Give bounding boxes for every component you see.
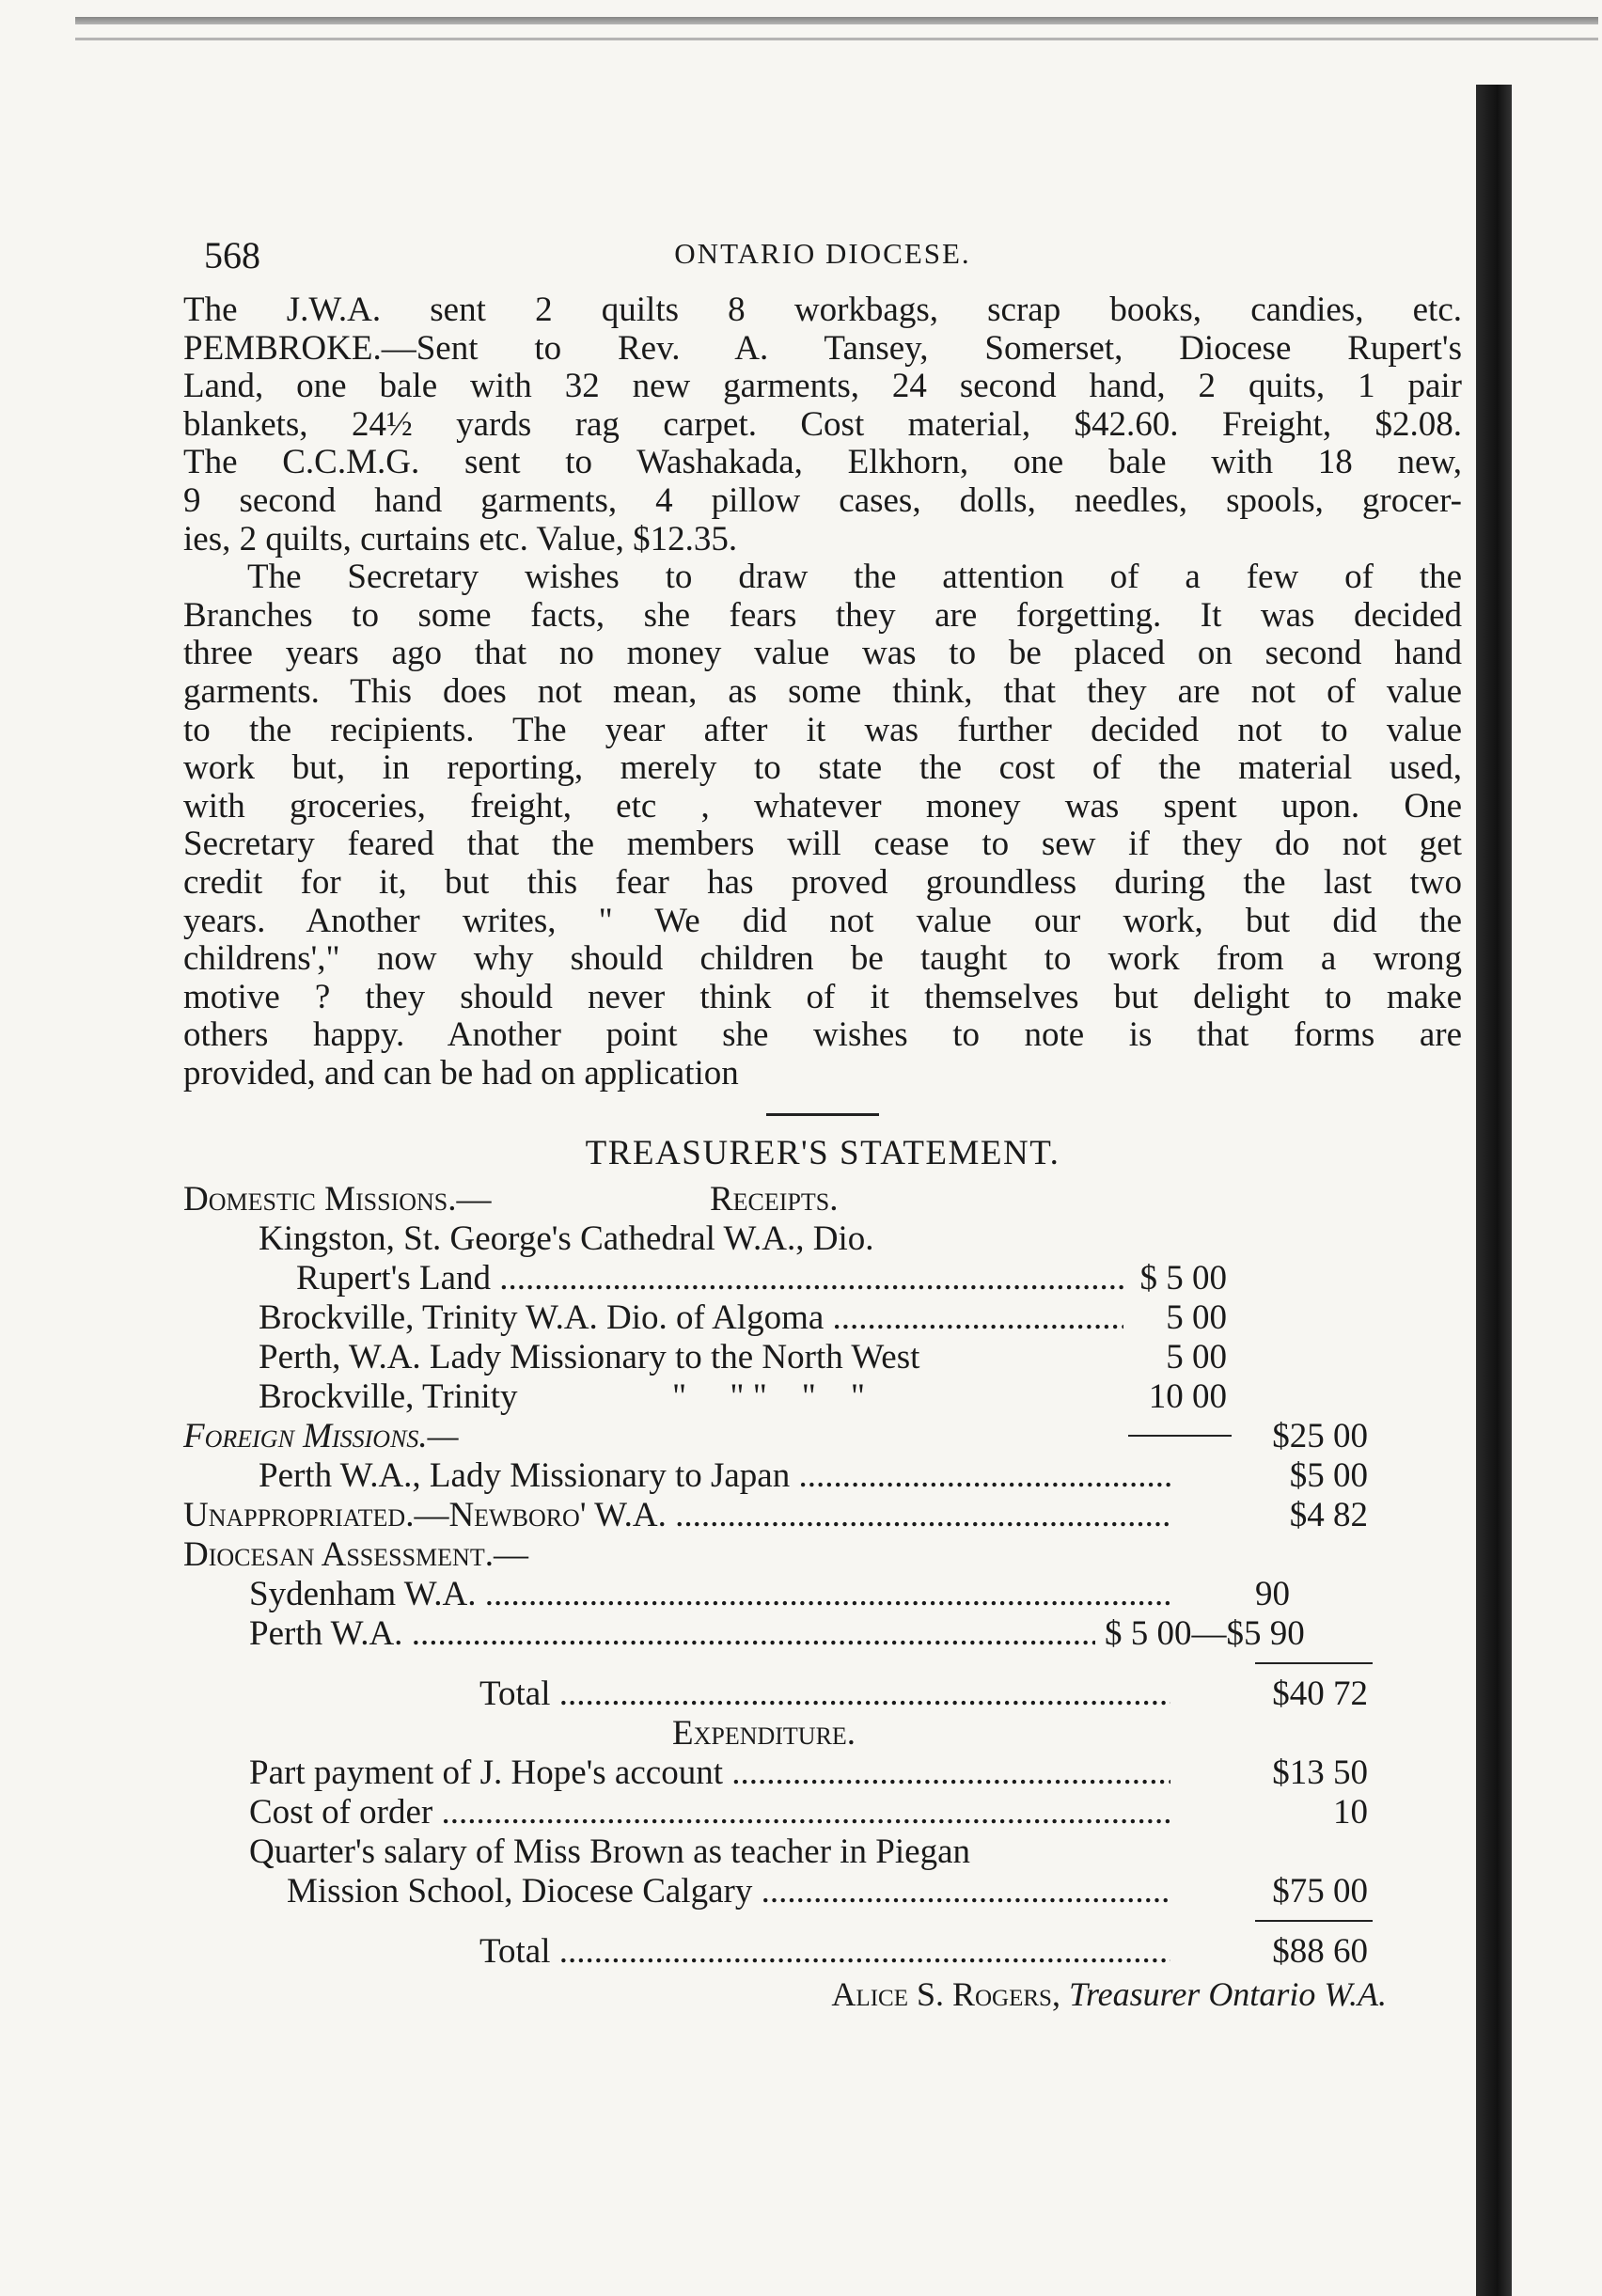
ledger-row bbox=[183, 1455, 1462, 1495]
text-line: The J.W.A. sent 2 quilts 8 workbags, scrap books, candies, etc. bbox=[183, 291, 1462, 329]
ledger-row bbox=[183, 1258, 1462, 1297]
ledger-row bbox=[183, 1613, 1462, 1653]
text-line: ies, 2 quilts, curtains etc. Value, $12.35. bbox=[183, 519, 738, 558]
ledger-row bbox=[183, 1416, 1462, 1455]
foreign-missions-heading bbox=[183, 1416, 459, 1456]
ledger-row bbox=[183, 1792, 1462, 1832]
text-line: childrens'," now why should children be taught to work from a wrong bbox=[183, 939, 1462, 979]
ledger-rule-row bbox=[183, 1911, 1462, 1931]
entry-amount: $4 82 bbox=[1289, 1496, 1368, 1535]
entry-amount: 10 bbox=[1333, 1793, 1368, 1832]
book-spine-shadow bbox=[1476, 85, 1512, 2296]
text-line: Land, one bale with 32 new garments, 24 second hand, 2 quits, 1 pair bbox=[183, 367, 1462, 406]
expenditure-heading: Expenditure. bbox=[672, 1714, 856, 1753]
entry-amount: 5 00 bbox=[1166, 1338, 1227, 1377]
paragraph-shipments bbox=[183, 291, 1462, 558]
text-line: Secretary feared that the members will cease to sew if they do not get bbox=[183, 825, 1462, 864]
foreign-missions-heading-text: Foreign Missions.— bbox=[183, 1417, 459, 1456]
ledger-rule-row bbox=[183, 1653, 1462, 1674]
text-line: blankets, 24½ yards rag carpet. Cost material, $42.60. Freight, $2.08. bbox=[183, 404, 1462, 444]
entry-amount: $13 50 bbox=[1272, 1753, 1368, 1793]
text-line: Branches to some facts, she fears they are forgetting. It was decided bbox=[183, 595, 1462, 635]
ledger-row bbox=[183, 1495, 1462, 1534]
ledger-row bbox=[183, 1337, 1462, 1376]
running-title: ONTARIO DIOCESE. bbox=[674, 237, 971, 270]
entry-amount: $ 5 00—$5 90 bbox=[1105, 1614, 1305, 1654]
ledger-total-row bbox=[183, 1931, 1462, 1971]
entry-amount: $25 00 bbox=[1272, 1417, 1368, 1456]
document-page bbox=[183, 226, 1462, 2014]
ledger-total-row bbox=[183, 1674, 1462, 1713]
text-line: years. Another writes, " We did not value our work, but did the bbox=[183, 901, 1462, 940]
text-line: motive ? they should never think of it themselves but delight to make bbox=[183, 977, 1462, 1016]
entry-amount: $75 00 bbox=[1272, 1872, 1368, 1911]
signature-name: Alice S. Rogers, bbox=[831, 1975, 1060, 2014]
ledger-row bbox=[183, 1574, 1462, 1613]
text-line: 9 second hand garments, 4 pillow cases, dolls, needles, spools, grocer- bbox=[183, 480, 1462, 520]
ledger-row bbox=[183, 1376, 1462, 1416]
text-line: The Secretary wishes to draw the attention of a few of the bbox=[247, 558, 1462, 597]
entry-label: Sydenham W.A. ..... bbox=[249, 1574, 1170, 1614]
total-label: Total ..... bbox=[479, 1931, 1170, 1972]
subtotal-dash bbox=[1128, 1435, 1232, 1437]
ledger-row bbox=[183, 1534, 1462, 1574]
ditto-marks: " " " " " bbox=[672, 1377, 866, 1417]
text-line: work but, in reporting, merely to state the cost of the material used, bbox=[183, 748, 1462, 788]
entry-label: Quarter's salary of Miss Brown as teacher in Piegan bbox=[249, 1832, 971, 1872]
entry-label: Brockville, Trinity W.A. Dio. of Algoma ..... bbox=[259, 1297, 1123, 1338]
domestic-missions-heading: Domestic Missions.— bbox=[183, 1180, 492, 1219]
treasurer-signature bbox=[183, 1974, 1462, 2014]
entry-amount: 10 00 bbox=[1148, 1377, 1227, 1417]
ledger-row bbox=[183, 1219, 1462, 1258]
text-line: others happy. Another point she wishes to note is that forms are bbox=[183, 1015, 1462, 1055]
entry-amount: $5 00 bbox=[1289, 1456, 1368, 1496]
entry-label: Perth W.A. ..... bbox=[249, 1613, 1095, 1654]
entry-label: Mission School, Diocese Calgary ..... bbox=[287, 1871, 1170, 1911]
entry-label: Kingston, St. George's Cathedral W.A., Dio. bbox=[259, 1219, 874, 1259]
entry-label: Brockville, Trinity bbox=[259, 1377, 518, 1417]
entry-amount: 5 00 bbox=[1166, 1298, 1227, 1338]
entry-label: Rupert's Land ..... bbox=[296, 1258, 1123, 1298]
text-line: garments. This does not mean, as some think, that they are not of value bbox=[183, 671, 1462, 711]
section-separator bbox=[766, 1113, 879, 1116]
entry-amount: 90 bbox=[1255, 1575, 1290, 1614]
text-line: credit for it, but this fear has proved groundless during the last two bbox=[183, 862, 1462, 902]
entry-label: Cost of order ..... bbox=[249, 1792, 1170, 1832]
entry-label: Perth, W.A. Lady Missionary to the North West bbox=[259, 1338, 920, 1377]
entry-label: Perth W.A., Lady Missionary to Japan ..... bbox=[259, 1455, 1170, 1496]
text-line: The C.C.M.G. sent to Washakada, Elkhorn, one bale with 18 new, bbox=[183, 443, 1462, 482]
signature-title: Treasurer Ontario W.A. bbox=[1068, 1975, 1387, 2014]
top-edge-rule bbox=[75, 17, 1598, 24]
total-expenditure-amount: $88 60 bbox=[1272, 1932, 1368, 1972]
text-line: provided, and can be had on application bbox=[183, 1053, 739, 1093]
receipts-heading: Receipts. bbox=[710, 1180, 839, 1219]
diocesan-assessment-heading: Diocesan Assessment.— bbox=[183, 1535, 528, 1575]
entry-amount: $ 5 00 bbox=[1139, 1259, 1227, 1298]
entry-label: Part payment of J. Hope's account ..... bbox=[249, 1753, 1170, 1793]
total-label: Total ..... bbox=[479, 1674, 1170, 1714]
ledger-row bbox=[183, 1297, 1462, 1337]
statement-title: TREASURER'S STATEMENT. bbox=[585, 1134, 1060, 1173]
total-receipts-amount: $40 72 bbox=[1272, 1675, 1368, 1714]
ledger-heading-row bbox=[183, 1179, 1462, 1219]
ledger-row bbox=[183, 1832, 1462, 1871]
page-header bbox=[183, 226, 1462, 291]
text-line: three years ago that no money value was to be placed on second hand bbox=[183, 634, 1462, 673]
entry-label: Unappropriated.—Newboro' W.A. ..... bbox=[183, 1495, 1170, 1535]
total-rule bbox=[1255, 1920, 1373, 1922]
treasurer-ledger bbox=[183, 1179, 1462, 1971]
top-edge-rule-thin bbox=[75, 38, 1598, 40]
total-rule bbox=[1255, 1662, 1373, 1664]
ledger-row bbox=[183, 1753, 1462, 1792]
page-number: 568 bbox=[204, 234, 260, 276]
paragraph-secretary-note bbox=[183, 558, 1462, 1093]
text-line: PEMBROKE.—Sent to Rev. A. Tansey, Somerset, Diocese Rupert's bbox=[183, 328, 1462, 368]
text-line: with groceries, freight, etc , whatever money was spent upon. One bbox=[183, 786, 1462, 826]
ledger-heading-row bbox=[183, 1713, 1462, 1753]
ledger-row bbox=[183, 1871, 1462, 1911]
text-line: to the recipients. The year after it was further decided not to value bbox=[183, 710, 1462, 749]
